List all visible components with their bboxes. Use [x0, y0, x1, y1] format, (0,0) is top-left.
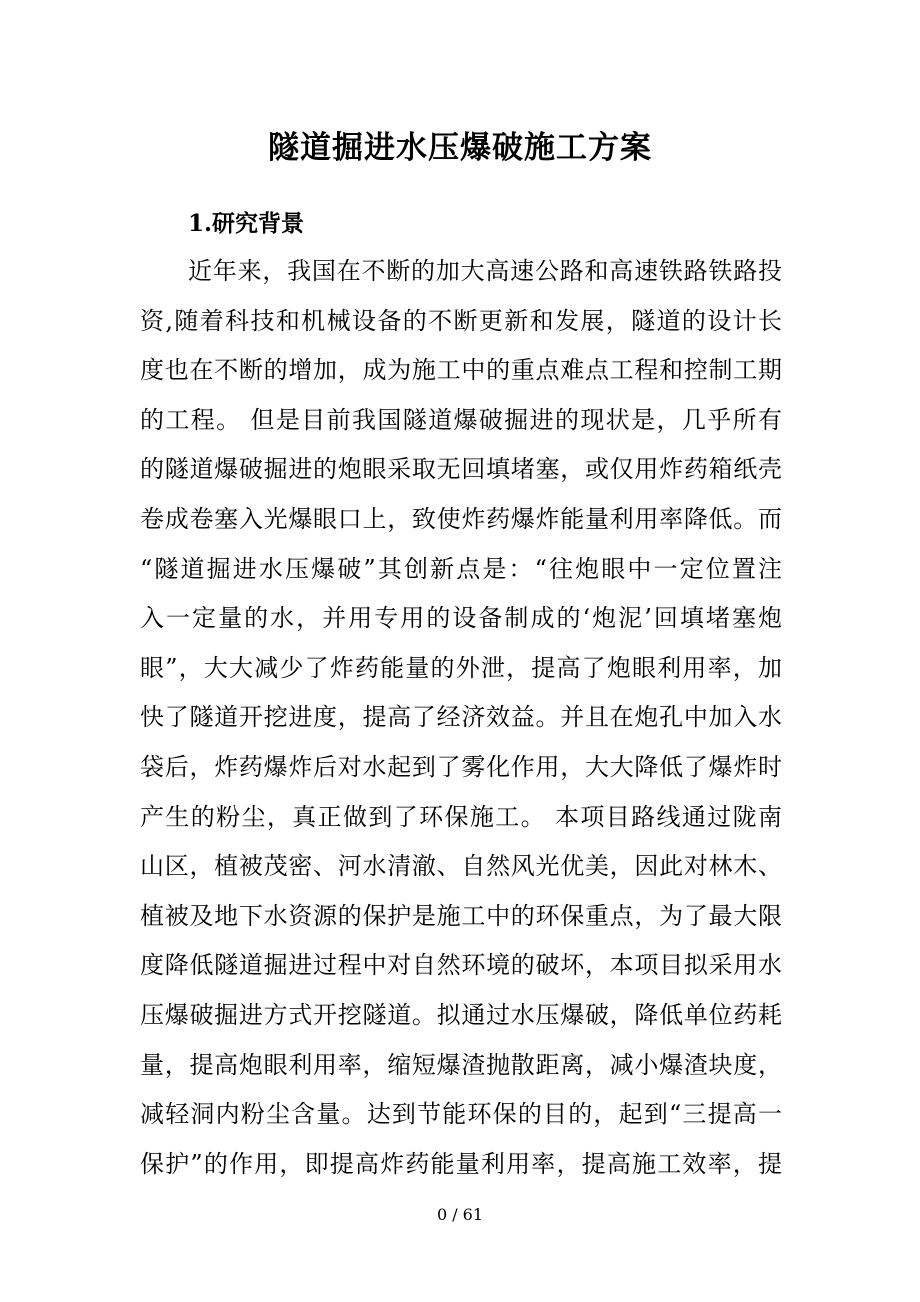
paragraph-line: 减轻洞内粉尘含量。达到节能环保的目的，起到“三提高一: [140, 1100, 782, 1129]
paragraph-line: 产生的粉尘，真正做到了环保施工。 本项目路线通过陇南: [140, 802, 782, 831]
paragraph-line: 资,随着科技和机械设备的不断更新和发展，隧道的设计长: [140, 306, 782, 335]
paragraph-line: 近年来，我国在不断的加大高速公路和高速铁路铁路投: [188, 257, 782, 285]
paragraph-line: 植被及地下水资源的保护是施工中的环保重点，为了最大限: [140, 901, 782, 930]
paragraph-line: 袋后，炸药爆炸后对水起到了雾化作用，大大降低了爆炸时: [140, 752, 782, 781]
paragraph-line: 的隧道爆破掘进的炮眼采取无回填堵塞，或仅用炸药箱纸壳: [140, 455, 782, 484]
body-paragraph: [140, 247, 782, 1189]
paragraph-line: 卷成卷塞入光爆眼口上，致使炸药爆炸能量利用率降低。而: [140, 504, 782, 533]
paragraph-line: 的工程。 但是目前我国隧道爆破掘进的现状是，几乎所有: [140, 405, 782, 434]
paragraph-line: 眼”，大大减少了炸药能量的外泄，提高了炮眼利用率，加: [140, 653, 782, 682]
paragraph-line: 快了隧道开挖进度，提高了经济效益。并且在炮孔中加入水: [140, 703, 782, 732]
page-indicator: 0 / 61: [436, 1205, 484, 1224]
paragraph-line: 量，提高炮眼利用率，缩短爆渣抛散距离，减小爆渣块度，: [140, 1050, 782, 1079]
paragraph-line: 度也在不断的增加，成为施工中的重点难点工程和控制工期: [140, 356, 782, 385]
paragraph-line: 入一定量的水，并用专用的设备制成的‘炮泥’回填堵塞炮: [140, 604, 782, 633]
document-title: 隧道掘进水压爆破施工方案: [268, 130, 652, 166]
paragraph-line: 压爆破掘进方式开挖隧道。拟通过水压爆破，降低单位药耗: [140, 1000, 782, 1029]
section-heading: 1.研究背景: [188, 210, 305, 237]
paragraph-line: 保护”的作用，即提高炸药能量利用率，提高施工效率，提: [140, 1149, 782, 1178]
paragraph-line: 山区，植被茂密、河水清澈、自然风光优美，因此对林木、: [140, 852, 782, 881]
paragraph-line: “隧道掘进水压爆破”其创新点是：“往炮眼中一定位置注: [140, 554, 782, 583]
paragraph-line: 度降低隧道掘进过程中对自然环境的破坏，本项目拟采用水: [140, 951, 782, 980]
